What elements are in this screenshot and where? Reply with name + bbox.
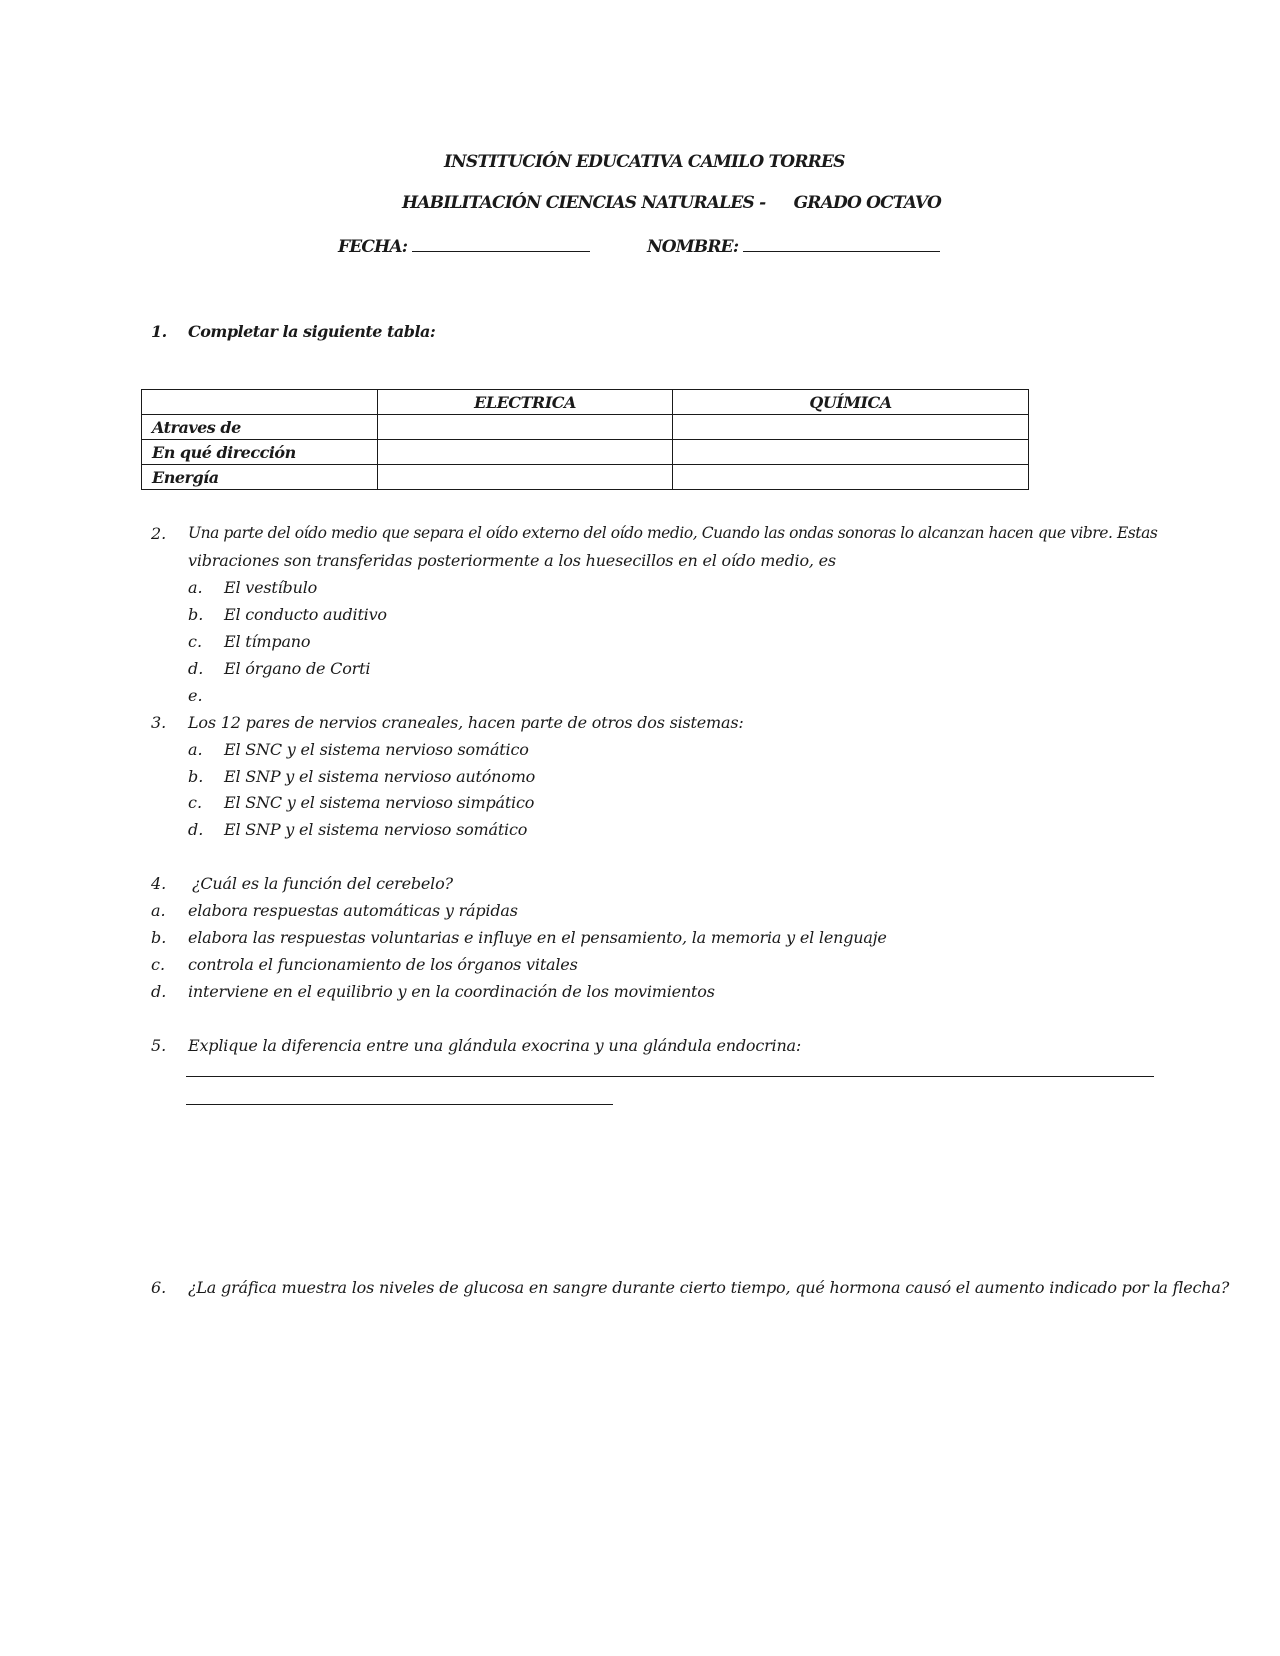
q2-option-letter: d. — [188, 659, 204, 678]
q6-number: 6. — [151, 1278, 167, 1297]
q1-text: Completar la siguiente tabla: — [188, 322, 436, 341]
q2-option-text[interactable]: El tímpano — [224, 632, 311, 651]
q3-number: 3. — [151, 713, 167, 732]
table-row — [142, 415, 1029, 440]
q2-option-text[interactable]: El conducto auditivo — [224, 605, 387, 624]
q2-option-letter: e. — [188, 686, 203, 705]
q3-option-letter: d. — [188, 820, 204, 839]
q5-answer-line[interactable] — [186, 1104, 613, 1105]
q2-option-letter: c. — [188, 632, 203, 651]
q2-number: 2. — [151, 524, 167, 543]
q2-option-text[interactable]: El vestíbulo — [224, 578, 318, 597]
q4-option-letter: c. — [151, 955, 166, 974]
table-corner-cell — [142, 390, 378, 415]
q2-option-letter: b. — [188, 605, 204, 624]
date-field — [338, 235, 590, 257]
q3-option-letter: c. — [188, 793, 203, 812]
q3-option-text[interactable]: El SNC y el sistema nervioso somático — [224, 740, 529, 759]
table-col-quimica: QUÍMICA — [673, 390, 1029, 415]
q4-option-letter: a. — [151, 901, 166, 920]
table-row-label: Energía — [142, 465, 378, 490]
table-col-electrica: ELECTRICA — [378, 390, 673, 415]
q3-option-text[interactable]: El SNP y el sistema nervioso somático — [224, 820, 528, 839]
q3-option-text[interactable]: El SNP y el sistema nervioso autónomo — [224, 767, 536, 786]
q5-number: 5. — [151, 1036, 167, 1055]
q4-number: 4. — [151, 874, 167, 893]
course-title — [402, 193, 941, 213]
table-row — [142, 440, 1029, 465]
grade-name: GRADO OCTAVO — [793, 193, 942, 213]
table-cell-electrica[interactable] — [378, 415, 673, 440]
table-cell-quimica[interactable] — [673, 415, 1029, 440]
q4-text: ¿Cuál es la función del cerebelo? — [192, 874, 453, 893]
date-label: FECHA: — [338, 237, 408, 257]
q6-text: ¿La gráfica muestra los niveles de glucosa en sangre durante cierto tiempo, qué hormona causó el aumento indicado por la flecha? — [188, 1278, 1230, 1297]
q4-option-text[interactable]: elabora respuestas automáticas y rápidas — [188, 901, 518, 920]
name-label: NOMBRE: — [647, 237, 739, 257]
q4-option-text[interactable]: controla el funcionamiento de los órganos vitales — [188, 955, 578, 974]
name-blank[interactable] — [743, 235, 940, 252]
name-field — [647, 235, 940, 257]
table-row — [142, 465, 1029, 490]
q4-option-text[interactable]: elabora las respuestas voluntarias e influye en el pensamiento, la memoria y el lenguaje — [188, 928, 887, 947]
course-name: HABILITACIÓN CIENCIAS NATURALES - — [402, 193, 766, 213]
q1-table — [141, 389, 1029, 490]
q1-number: 1. — [151, 322, 167, 341]
table-header-row — [142, 390, 1029, 415]
table-cell-electrica[interactable] — [378, 465, 673, 490]
table-cell-quimica[interactable] — [673, 465, 1029, 490]
q4-option-letter: d. — [151, 982, 167, 1001]
table-row-label: En qué dirección — [142, 440, 378, 465]
q3-option-letter: b. — [188, 767, 204, 786]
q2-text-line1: Una parte del oído medio que separa el oído externo del oído medio, Cuando las ondas sonoras lo alcanzan hacen que vibre. Estas — [188, 524, 1158, 542]
table-cell-quimica[interactable] — [673, 440, 1029, 465]
table-cell-electrica[interactable] — [378, 440, 673, 465]
q2-option-letter: a. — [188, 578, 203, 597]
q3-text: Los 12 pares de nervios craneales, hacen parte de otros dos sistemas: — [188, 713, 744, 732]
q4-option-text[interactable]: interviene en el equilibrio y en la coordinación de los movimientos — [188, 982, 715, 1001]
q4-option-letter: b. — [151, 928, 167, 947]
q5-answer-line[interactable] — [186, 1076, 1154, 1077]
q3-option-text[interactable]: El SNC y el sistema nervioso simpático — [224, 793, 535, 812]
school-title: INSTITUCIÓN EDUCATIVA CAMILO TORRES — [444, 152, 845, 172]
q3-option-letter: a. — [188, 740, 203, 759]
date-blank[interactable] — [412, 235, 590, 252]
q2-text-line2: vibraciones son transferidas posteriormente a los huesecillos en el oído medio, es — [188, 551, 836, 570]
q5-text: Explique la diferencia entre una glándula exocrina y una glándula endocrina: — [188, 1036, 802, 1055]
q2-option-text[interactable]: El órgano de Corti — [224, 659, 371, 678]
table-row-label: Atraves de — [142, 415, 378, 440]
